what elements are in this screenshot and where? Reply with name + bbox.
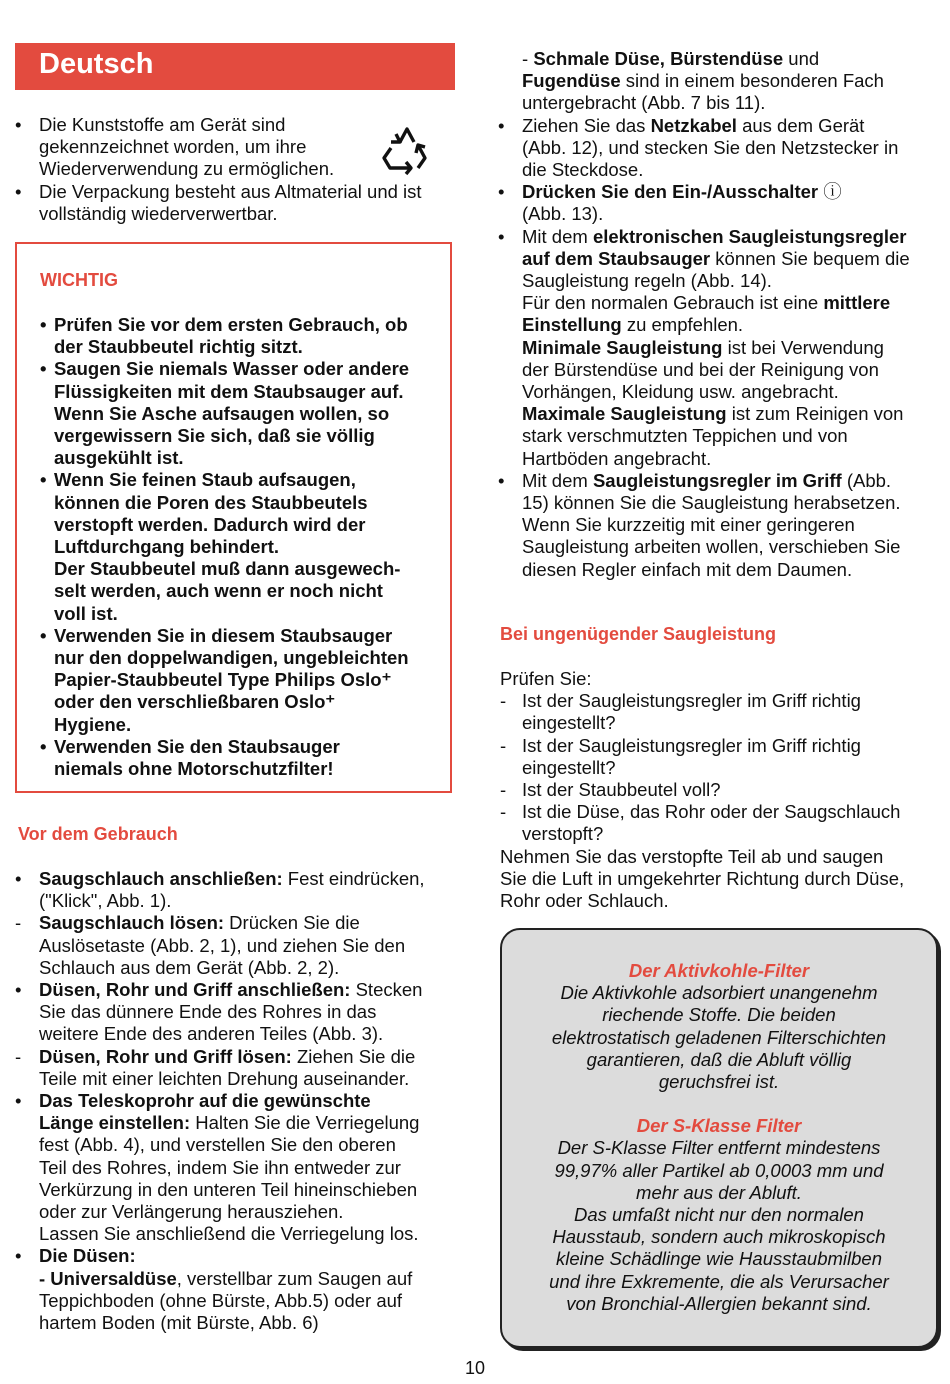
text: ("Klick", Abb. 1). [39,890,172,912]
list-line [39,1245,460,1267]
list-line [522,115,938,137]
list-line [522,403,938,425]
important-line: ausgekühlt ist. [54,447,184,469]
list-line [39,1090,460,1112]
list-line [522,292,938,314]
text: ⓘ [818,181,842,203]
list-line [522,203,938,225]
list-item [15,1090,460,1245]
bold-text: Fugendüse [522,70,621,92]
list-line [39,1201,460,1223]
list-line [522,448,938,470]
list-marker: • [498,114,505,136]
list-line [39,1046,460,1068]
text: Stecken [350,979,423,1001]
bold-text: Saugschlauch lösen: [39,912,225,934]
check-item: - Ist der Saugleistungsregler im Griff richtig eingestellt? [500,735,940,779]
check-line: Ist der Saugleistungsregler im Griff richtig [522,734,861,756]
important-line: der Staubbeutel richtig sitzt. [54,336,303,358]
text: Auslösetaste (Abb. 2, 1), und ziehen Sie den [39,934,406,956]
list-line [39,912,460,934]
text: oder zur Verlängerung herausziehen. [39,1201,344,1223]
important-line: Hygiene. [54,713,132,735]
list-line [39,868,460,890]
text: Für den normalen Gebrauch ist eine [522,292,824,314]
important-title: WICHTIG [40,270,118,290]
text: Saugleistung arbeiten wollen, verschieben Sie [522,536,901,558]
important-line: können die Poren des Staubbeutels [54,491,368,513]
bold-text: Das Teleskoprohr auf die gewünschte [39,1090,371,1112]
list-item [15,868,460,912]
text: Saugleistung regeln (Abb. 14). [522,270,772,292]
text: Verkürzung in den unteren Teil hineinschieben [39,1178,418,1200]
bold-text: Saugschlauch anschließen: [39,868,283,889]
text: können Sie bequem die [710,247,910,269]
aktiv-line: geruchsfrei ist. [658,1071,780,1093]
s-class-line: Der S-Klasse Filter entfernt mindestens [557,1137,881,1159]
list-marker: • [498,181,505,203]
list-marker: - [15,912,22,934]
text: Fest eindrücken, [282,868,425,889]
text: der Bürstendüse und bei der Reinigung von [522,358,879,380]
aktiv-line: Die Aktivkohle adsorbiert unangenehm [560,982,878,1004]
list-line [522,536,938,558]
list-line [39,935,460,957]
important-line: Saugen Sie niemals Wasser oder andere [54,358,410,380]
text: diesen Regler einfach mit dem Daumen. [522,558,853,580]
text: Mit dem [522,469,593,491]
list-item [15,1046,460,1090]
text: (Abb. 12), und stecken Sie den Netzstecker in [522,136,899,158]
list-marker: - [15,1045,22,1067]
list-item [498,181,938,225]
s-class-title: Der S-Klasse Filter [636,1115,802,1137]
list-line [522,559,938,581]
insufficient-section [500,668,940,912]
list-line [39,1001,460,1023]
check-line: eingestellt? [522,756,616,778]
bold-text: Minimale Saugleistung [522,336,723,358]
list-line [522,425,938,447]
check-item: - Ist die Düse, das Rohr oder der Saugschlauch verstopft? [500,801,940,845]
check-line: verstopft? [522,823,604,845]
text: Mit dem [522,225,593,247]
bold-text: - Universaldüse [39,1267,177,1289]
list-item [15,979,460,1046]
text: ist bei Verwendung [722,336,884,358]
s-class-line: und ihre Exkremente, die als Verursacher [549,1270,889,1292]
important-line: Prüfen Sie vor dem ersten Gebrauch, ob [54,314,408,335]
aktiv-title: Der Aktivkohle-Filter [628,960,810,981]
important-line: Der Staubbeutel muß dann ausgewech- [54,558,401,580]
list-line [39,890,460,912]
check-item: - Ist der Staubbeutel voll? [500,779,940,801]
page-number: 10 [464,1358,486,1378]
bold-text: elektronischen Saugleistungsregler [592,225,907,247]
text: die Steckdose. [522,159,644,181]
text: ist zum Reinigen von [726,403,904,425]
list-line [39,1134,460,1156]
filter-info-box [500,928,938,1348]
list-line [522,337,938,359]
aktiv-line: riechende Stoffe. Die beiden [602,1004,836,1026]
filter-info-text [520,960,918,1315]
text: Vorhängen, Kleidung usw. angebracht. [522,381,839,403]
text: Teil des Rohres, indem Sie ihn entweder zur [39,1156,401,1178]
list-item [498,226,938,470]
outro-line: Nehmen Sie das verstopfte Teil ab und saugen [500,845,884,867]
text: Teile mit einer leichten Drehung auseinander. [39,1067,410,1089]
list-line [39,957,460,979]
list-line [39,1223,460,1245]
important-line: nur den doppelwandigen, ungebleichten [54,647,409,669]
text: (Abb. 13). [522,203,604,225]
text: Schlauch aus dem Gerät (Abb. 2, 2). [39,956,340,978]
check-line: Ist der Staubbeutel voll? [522,779,721,801]
text: fest (Abb. 4), und verstellen Sie den oberen [39,1134,396,1156]
list-line [522,514,938,536]
recycle-icon [378,120,438,178]
s-class-line: Hausstaub, sondern auch mikroskopisch [552,1226,886,1248]
text: Lassen Sie anschließend die Verriegelung los. [39,1223,419,1245]
list-line [39,1157,460,1179]
list-marker: • [15,1245,22,1267]
important-line: verstopft werden. Dadurch wird der [54,513,366,535]
important-list [40,314,450,780]
important-item: • Saugen Sie niemals Wasser oder andere Flüssigkeiten mit dem Staubsauger auf. Wenn Sie Asche aufsaugen wollen, so vergewissern Sie sich, daß sie völlig ausgekühlt ist. [40,358,450,469]
bold-text: Einstellung [522,314,622,336]
important-line: Verwenden Sie den Staubsauger [54,735,340,757]
list-line [39,1112,460,1134]
outro-line: Sie die Luft in umgekehrter Richtung durch Düse, [500,867,905,889]
text: Teppichboden (ohne Bürste, Abb.5) oder auf [39,1289,403,1311]
language-header [15,43,455,90]
s-class-line: Das umfaßt nicht nur den normalen [574,1204,864,1226]
text: Ziehen Sie die [291,1045,416,1067]
important-line: voll ist. [54,602,118,624]
important-line: Verwenden Sie in diesem Staubsauger [54,624,393,646]
check-line: Ist der Saugleistungsregler im Griff richtig [522,690,861,712]
important-line: niemals ohne Motorschutzfilter! [54,758,334,780]
text: sind in einem besonderen Fach [620,70,884,92]
important-line: Luftdurchgang behindert. [54,536,280,558]
aktiv-line: garantieren, daß die Abluft völlig [586,1048,852,1070]
insufficient-title: Bei ungenügender Saugleistung [500,624,777,644]
important-line: Papier-Staubbeutel Type Philips Oslo⁺ [54,669,392,691]
important-item: • Verwenden Sie in diesem Staubsauger nur den doppelwandigen, ungebleichten Papier-Staubbeutel Type Philips Oslo⁺ oder den verschließbaren Oslo⁺ Hygiene. [40,625,450,736]
before-use-title: Vor dem Gebrauch [18,824,178,844]
intro-line: vollständig wiederverwertbar. [39,202,278,224]
list-line [522,470,938,492]
language-title: Deutsch [39,48,154,80]
list-line [522,92,938,114]
list-line [522,359,938,381]
important-line: Wenn Sie Asche aufsaugen wollen, so [54,402,390,424]
s-class-line: von Bronchial-Allergien bekannt sind. [566,1292,872,1314]
text: Drücken Sie die [224,912,360,934]
text: Hartböden angebracht. [522,447,712,469]
intro-item: • Die Kunststoffe am Gerät sind gekennzeichnet worden, um ihre Wiederverwendung zu ermöglichen. [15,114,455,181]
bold-text: Die Düsen: [39,1245,136,1267]
list-marker: • [15,979,22,1001]
list-line [39,979,460,1001]
important-line: Flüssigkeiten mit dem Staubsauger auf. [54,380,404,402]
list-item [498,48,938,115]
list-line [39,1312,460,1334]
bold-text: Länge einstellen: [39,1112,191,1134]
list-item [15,912,460,979]
list-line [522,492,938,514]
text: untergebracht (Abb. 7 bis 11). [522,92,766,114]
important-item: • Wenn Sie feinen Staub aufsaugen, können die Poren des Staubbeutels verstopft werden. Dadurch wird der Luftdurchgang behindert. Der Staubbeutel muß dann ausgewech- selt werden, auch wenn er noch nicht voll ist. [40,469,450,624]
text: Wenn Sie kurzzeitig mit einer geringeren [522,514,855,536]
text: - [522,48,534,69]
list-line [522,70,938,92]
list-line [39,1268,460,1290]
right-column-list [498,48,938,581]
list-item [498,470,938,581]
list-item [498,115,938,182]
check-item: - Ist der Saugleistungsregler im Griff richtig eingestellt? [500,690,940,734]
important-line: oder den verschließbaren Oslo⁺ [54,691,336,713]
check-line: Ist die Düse, das Rohr oder der Saugschlauch [522,801,901,823]
list-line [39,1290,460,1312]
bold-text: auf dem Staubsauger [522,247,711,269]
important-line: selt werden, auch wenn er noch nicht [54,580,383,602]
list-line [522,181,938,203]
list-line [522,270,938,292]
aktiv-line: elektrostatisch geladenen Filterschichten [551,1026,887,1048]
text: , verstellbar zum Saugen auf [176,1267,413,1289]
text: Ziehen Sie das [522,114,651,136]
text: Sie das dünnere Ende des Rohres in das [39,1001,377,1023]
text: aus dem Gerät [736,114,865,136]
check-line: eingestellt? [522,712,616,734]
intro-item: • Die Verpackung besteht aus Altmaterial und ist vollständig wiederverwertbar. [15,181,455,225]
text: stark verschmutzten Teppichen und von [522,425,848,447]
before-use-list [15,868,460,1334]
important-line: vergewissern Sie sich, daß sie völlig [54,425,375,447]
intro-line: Die Verpackung besteht aus Altmaterial und ist [39,180,422,202]
insufficient-lead: Prüfen Sie: [500,668,592,689]
outro-line: Rohr oder Schlauch. [500,890,669,912]
text: hartem Boden (mit Bürste, Abb. 6) [39,1312,319,1334]
list-line [522,381,938,403]
s-class-line: mehr aus der Abluft. [636,1181,802,1203]
list-line [522,248,938,270]
list-marker: • [15,1090,22,1112]
important-item: • Prüfen Sie vor dem ersten Gebrauch, ob der Staubbeutel richtig sitzt. [40,314,450,358]
bold-text: Netzkabel [650,114,737,136]
list-line [522,48,938,70]
important-line: Wenn Sie feinen Staub aufsaugen, [54,469,356,491]
intro-line: Die Kunststoffe am Gerät sind [39,114,286,135]
list-item [15,1245,460,1334]
bold-text: Drücken Sie den Ein-/Ausschalter [522,181,819,203]
bold-text: Düsen, Rohr und Griff lösen: [39,1045,292,1067]
bold-text: mittlere [823,292,891,314]
list-marker: • [498,469,505,491]
text: weitere Ende des anderen Teiles (Abb. 3). [39,1023,384,1045]
list-line [39,1179,460,1201]
list-marker: • [498,225,505,247]
list-line [522,226,938,248]
list-line [522,137,938,159]
important-item: • Verwenden Sie den Staubsauger niemals ohne Motorschutzfilter! [40,736,450,780]
list-marker: • [15,868,22,889]
list-line [522,159,938,181]
list-line [39,1068,460,1090]
intro-line: Wiederverwendung zu ermöglichen. [39,158,335,180]
s-class-line: kleine Schädlinge wie Hausstaubmilben [556,1248,882,1270]
list-line [522,314,938,336]
s-class-line: 99,97% aller Partikel ab 0,0003 mm und [554,1159,884,1181]
bold-text: Saugleistungsregler im Griff [592,469,842,491]
text: 15) können Sie die Saugleistung herabsetzen. [522,492,901,514]
bold-text: Düsen, Rohr und Griff anschließen: [39,979,351,1001]
text: und [783,48,820,69]
list-line [39,1023,460,1045]
text: zu empfehlen. [621,314,744,336]
text: Halten Sie die Verriegelung [190,1112,420,1134]
intro-line: gekennzeichnet worden, um ihre [39,136,307,158]
bold-text: Maximale Saugleistung [522,403,727,425]
text: (Abb. [841,469,892,491]
bold-text: Schmale Düse, Bürstendüse [533,48,784,69]
